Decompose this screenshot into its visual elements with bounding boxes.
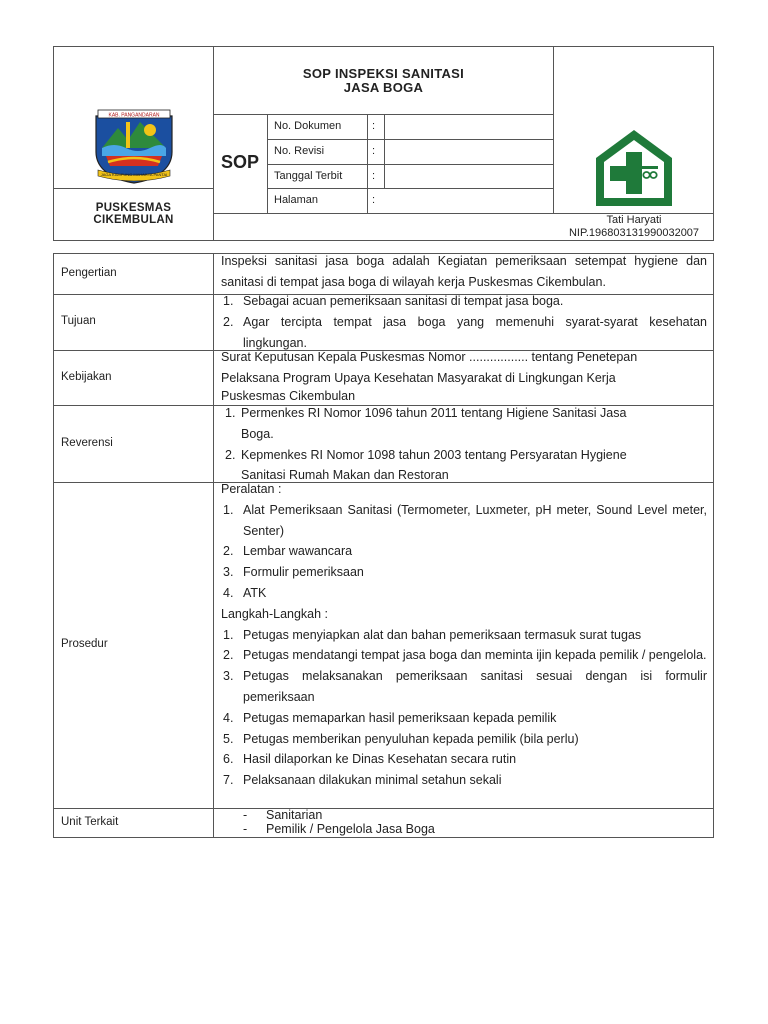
field-label-tanggal-terbit: Tanggal Terbit	[274, 170, 343, 182]
list-item	[221, 708, 707, 729]
label-unit-terkait: Unit Terkait	[61, 816, 119, 828]
regency-crest-icon	[92, 108, 176, 184]
list-number: 5.	[223, 731, 234, 746]
list-number: 2.	[225, 447, 236, 462]
page-title	[213, 67, 554, 95]
list-text: Sebagai acuan pemeriksaan sanitasi di tempat jasa boga.	[243, 294, 564, 308]
list-item	[221, 583, 707, 604]
list-number: 6.	[223, 752, 234, 767]
list-text: Petugas memaparkan hasil pemeriksaan kepada pemilik	[243, 710, 557, 725]
pengertian-text: Inspeksi sanitasi jasa boga adalah Kegiatan pemeriksaan setempat hygiene dan sanitasi di tempat jasa boga di wilayah kerja Puskesmas Cikembulan.	[221, 254, 707, 289]
list-item	[221, 403, 711, 445]
list-number: 1.	[223, 627, 234, 642]
list-item	[221, 729, 707, 750]
peralatan-heading: Peralatan :	[221, 482, 282, 496]
sop-divider	[267, 114, 268, 214]
regency-logo	[92, 108, 176, 184]
field-sep-no-dokumen: :	[372, 120, 376, 132]
logo-divider	[53, 188, 214, 189]
signer-name: Tati Haryati	[606, 214, 662, 226]
list-number: 1.	[223, 294, 234, 308]
langkah-heading: Langkah-Langkah :	[221, 606, 329, 621]
page-title-line2: JASA BOGA	[343, 80, 424, 95]
page-title-line1: SOP INSPEKSI SANITASI	[302, 66, 465, 81]
label-reverensi: Reverensi	[61, 437, 113, 449]
label-kebijakan: Kebijakan	[61, 371, 112, 383]
list-number: 4.	[223, 710, 234, 725]
list-number: 4.	[223, 585, 234, 600]
list-item	[221, 291, 707, 312]
field-label-no-revisi: No. Revisi	[274, 145, 325, 157]
list-text: Petugas menyiapkan alat dan bahan pemeriksaan termasuk surat tugas	[243, 627, 642, 642]
list-number: 2.	[223, 648, 234, 663]
list-item	[221, 500, 707, 542]
body-label-divider	[213, 253, 214, 838]
org-name	[53, 202, 214, 226]
list-text: Lembar wawancara	[243, 544, 353, 559]
list-text: Petugas melaksanakan pemeriksaan sanitasi sesuai dengan isi formulir pemeriksaan	[243, 669, 707, 704]
list-text: Pelaksanaan dilakukan minimal setahun sekali	[243, 773, 502, 788]
list-item	[221, 562, 707, 583]
list-text: ATK	[243, 585, 267, 600]
list-item	[243, 808, 703, 822]
list-text: Petugas mendatangi tempat jasa boga dan meminta ijin kepada pemilik / pengelola.	[243, 648, 707, 663]
signer-nip: NIP.196803131990032007	[568, 227, 700, 239]
field-row-line-3	[267, 188, 554, 189]
field-row-line-1	[267, 139, 554, 140]
list-item	[221, 749, 707, 770]
list-item	[221, 770, 707, 791]
colon-divider	[367, 114, 368, 214]
peralatan-list	[221, 500, 707, 604]
list-number: 2.	[223, 544, 234, 559]
kebijakan-line3: Puskesmas Cikembulan	[221, 388, 356, 403]
kebijakan-line1: Surat Keputusan Kepala Puskesmas Nomor ................. tentang Penetepan	[221, 350, 638, 364]
list-text-line1: Kepmenkes RI Nomor 1098 tahun 2003 tentang Persyaratan Hygiene	[241, 447, 627, 462]
unit-terkait-list	[243, 808, 703, 836]
prosedur-content	[221, 479, 707, 791]
list-text: Petugas memberikan penyuluhan kepada pemilik (bila perlu)	[243, 731, 579, 746]
org-name-line1: PUSKESMAS	[95, 202, 172, 214]
list-number: 1.	[223, 502, 234, 517]
sop-label: SOP	[220, 152, 259, 172]
list-text-line2: Sanitasi Rumah Makan dan Restoran	[241, 468, 449, 483]
tujuan-list	[221, 291, 707, 353]
list-item	[221, 666, 707, 708]
field-sep-halaman: :	[372, 194, 376, 206]
list-item	[221, 625, 707, 646]
list-number: 2.	[223, 314, 234, 329]
kebijakan-line2: Pelaksana Program Upaya Kesehatan Masyarakat di Lingkungan Kerja	[221, 370, 616, 385]
list-text: Agar tercipta tempat jasa boga yang memenuhi syarat-syarat kesehatan lingkungan.	[243, 314, 707, 350]
field-sep-tanggal-terbit: :	[372, 170, 376, 182]
list-text: Sanitarian	[266, 808, 323, 822]
list-text: Pemilik / Pengelola Jasa Boga	[266, 822, 435, 836]
list-item	[221, 645, 707, 666]
list-number: 7.	[223, 773, 234, 788]
field-label-no-dokumen: No. Dokumen	[274, 120, 342, 132]
langkah-list	[221, 625, 707, 791]
list-number: 3.	[223, 565, 234, 580]
list-number: 1.	[225, 406, 236, 420]
regency-label: KAB. PANGANDARAN	[108, 112, 160, 119]
list-text: Alat Pemeriksaan Sanitasi (Termometer, Luxmeter, pH meter, Sound Level meter, Senter)	[243, 502, 707, 538]
list-dash: -	[243, 808, 248, 822]
list-text: Hasil dilaporkan ke Dinas Kesehatan secara rutin	[243, 752, 517, 767]
reverensi-list	[221, 403, 711, 486]
list-text-line1: Permenkes RI Nomor 1096 tahun 2011 tentang Higiene Sanitasi Jasa	[241, 406, 627, 420]
label-prosedur: Prosedur	[61, 638, 108, 650]
field-sep-no-revisi: :	[372, 145, 376, 157]
list-item	[243, 822, 703, 836]
field-label-halaman: Halaman	[274, 194, 319, 206]
list-text: Formulir pemeriksaan	[243, 565, 364, 580]
kebijakan-text	[221, 347, 711, 403]
value-divider	[384, 114, 385, 189]
puskesmas-cross-icon	[592, 128, 676, 208]
list-number: 3.	[223, 669, 234, 684]
regency-motto: JAGA KAMPUNG MAHARTA PANTAI	[100, 172, 168, 177]
label-tujuan: Tujuan	[61, 315, 96, 327]
list-item	[221, 541, 707, 562]
list-dash: -	[243, 822, 248, 836]
list-text-line2: Boga.	[241, 426, 274, 441]
puskesmas-logo	[592, 128, 676, 208]
label-pengertian: Pengertian	[61, 267, 117, 279]
field-row-line-2	[267, 164, 554, 165]
org-name-line2: CIKEMBULAN	[93, 214, 174, 226]
